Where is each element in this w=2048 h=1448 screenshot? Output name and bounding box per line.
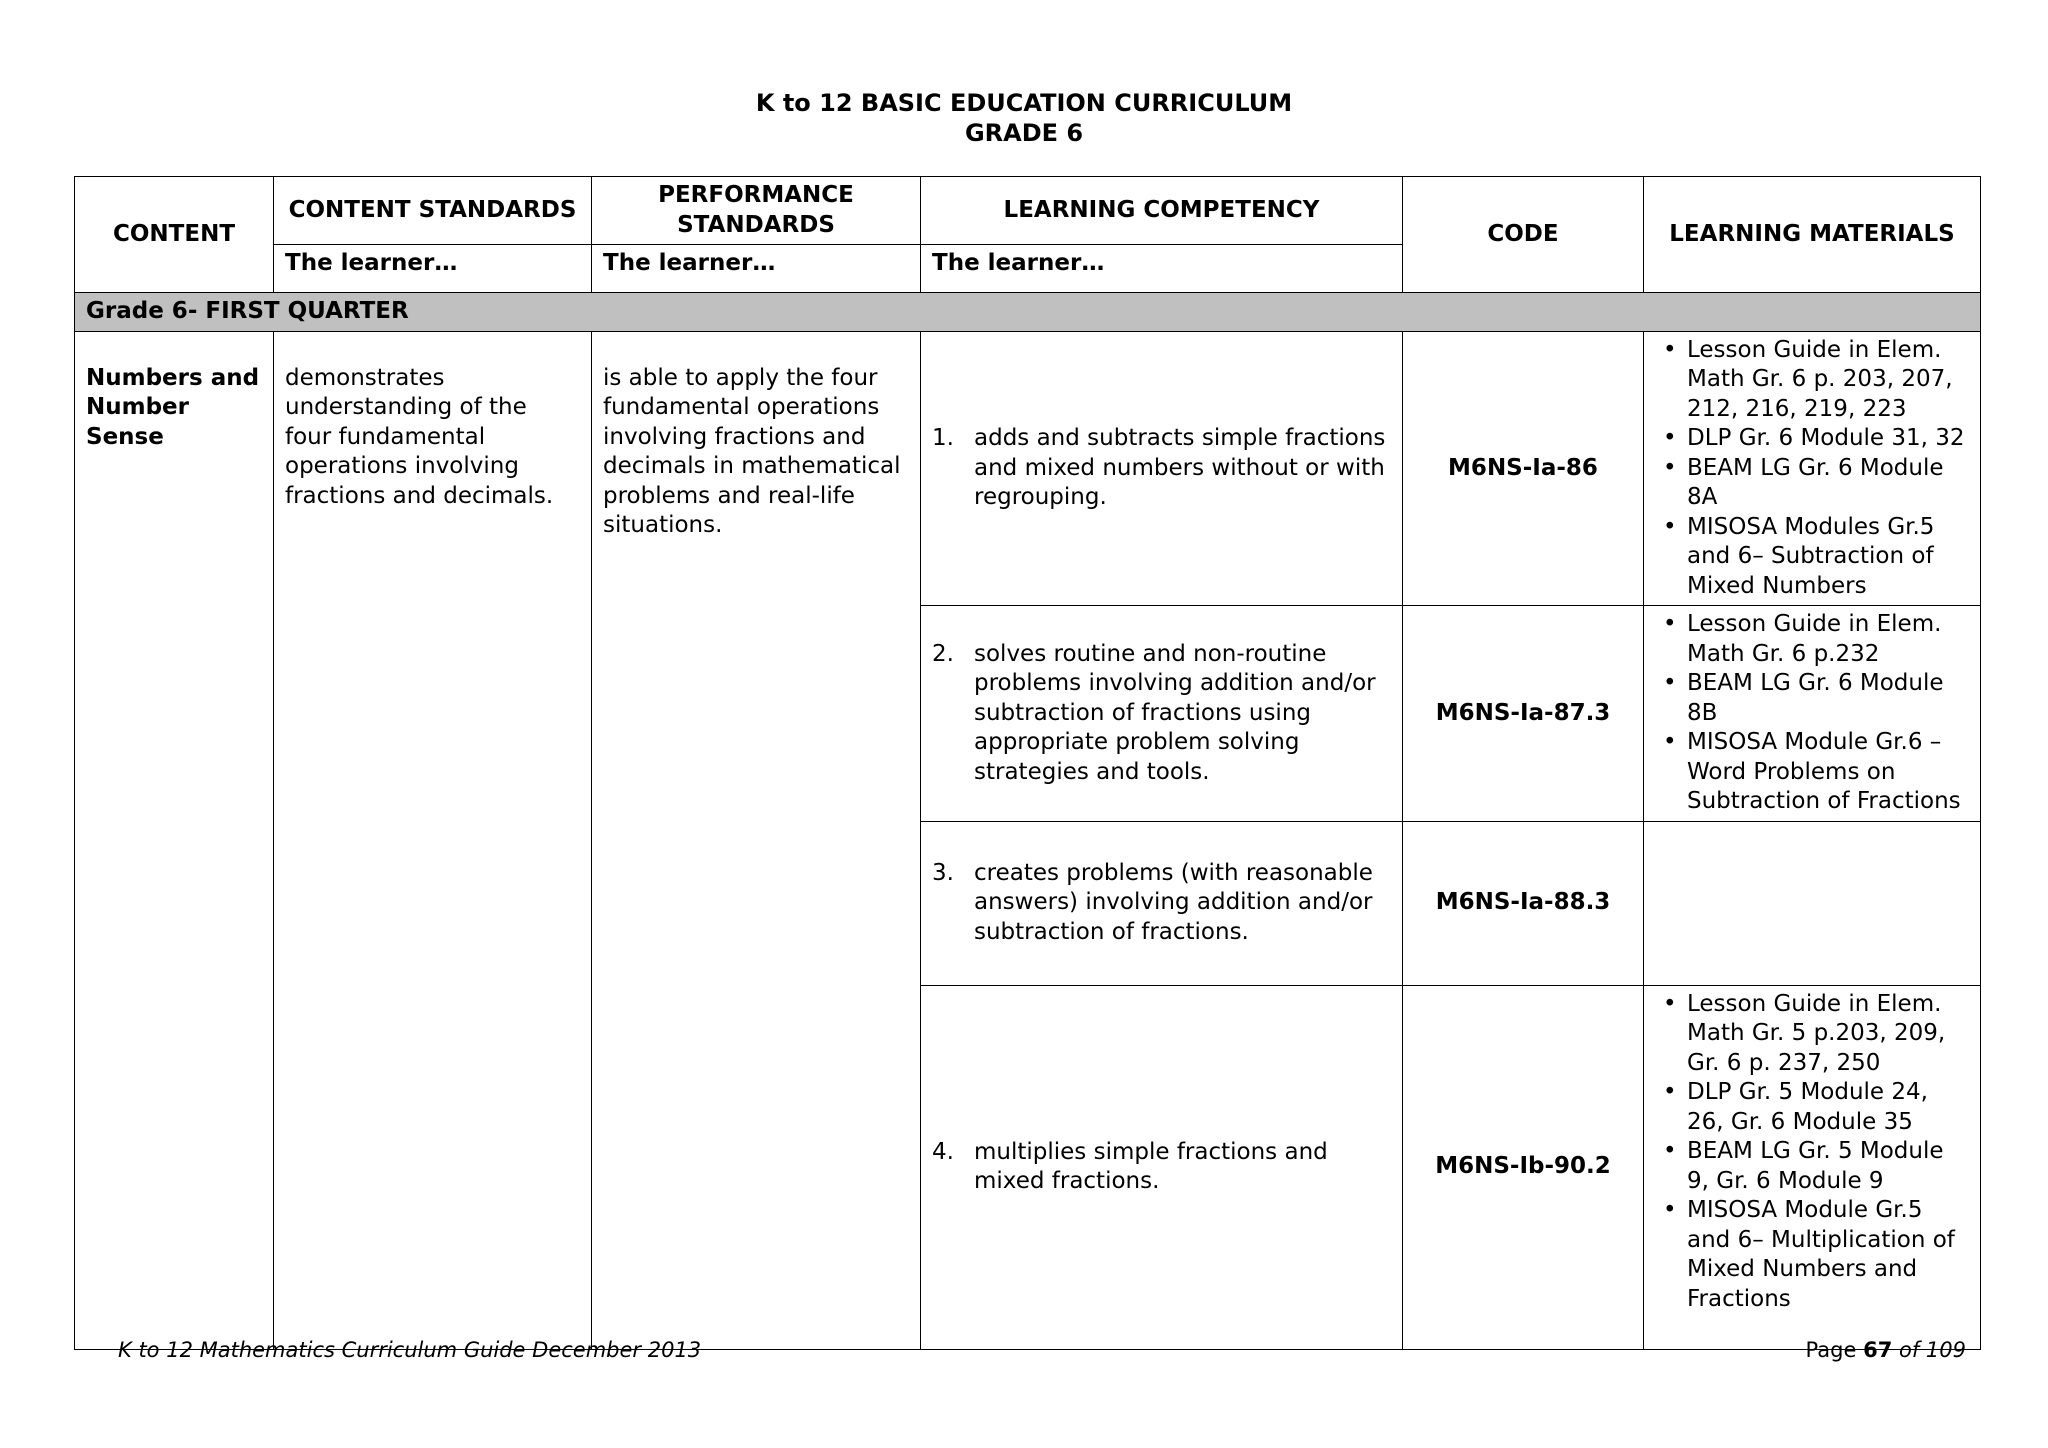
material-item: • MISOSA Modules Gr.5 and 6– Subtraction of Mixed Numbers xyxy=(1687,513,1969,602)
material-item: • BEAM LG Gr. 5 Module 9, Gr. 6 Module 9 xyxy=(1687,1137,1969,1196)
competency-number: 2. xyxy=(932,640,954,667)
material-item: • Lesson Guide in Elem. Math Gr. 5 p.203, 209, Gr. 6 p. 237, 250 xyxy=(1687,990,1969,1079)
competency-text: multiplies simple fractions and mixed fractions. xyxy=(974,1138,1328,1194)
header-performance-standards: PERFORMANCE STANDARDS xyxy=(592,177,921,245)
materials-cell xyxy=(1644,331,1981,606)
material-item: • MISOSA Module Gr.5 and 6– Multiplication of Mixed Numbers and Fractions xyxy=(1687,1196,1969,1314)
footer-document-name: K to 12 Mathematics Curriculum Guide December 2013 xyxy=(118,1338,702,1362)
learner-label-cs: The learner… xyxy=(274,245,592,293)
title-line-2: GRADE 6 xyxy=(964,119,1084,147)
competency-text: adds and subtracts simple fractions and mixed numbers without or with regrouping. xyxy=(974,425,1386,510)
header-learning-competency: LEARNING COMPETENCY xyxy=(921,177,1403,245)
header-learning-materials: LEARNING MATERIALS xyxy=(1644,177,1981,293)
competency-cell xyxy=(921,331,1403,606)
material-item: • DLP Gr. 5 Module 24, 26, Gr. 6 Module 35 xyxy=(1687,1078,1969,1137)
header-content: CONTENT xyxy=(75,177,274,293)
header-content-standards: CONTENT STANDARDS xyxy=(274,177,592,245)
competency-number: 1. xyxy=(932,425,954,451)
content-standard-cell: demonstrates understanding of the four fundamental operations involving fractions and decimals. xyxy=(274,331,592,1349)
code-cell: M6NS-Ia-87.3 xyxy=(1403,606,1644,822)
page-number: 67 xyxy=(1863,1338,1893,1362)
competency-cell xyxy=(921,985,1403,1349)
material-item: • BEAM LG Gr. 6 Module 8A xyxy=(1687,454,1969,513)
learner-label-lc: The learner… xyxy=(921,245,1403,293)
learner-label-ps: The learner… xyxy=(592,245,921,293)
page-prefix: Page xyxy=(1805,1338,1857,1362)
page-total: of 109 xyxy=(1899,1338,1966,1362)
quarter-label: Grade 6- FIRST QUARTER xyxy=(75,293,1981,332)
competency-number: 4. xyxy=(932,1138,954,1165)
content-cell: Numbers and Number Sense xyxy=(75,331,274,1349)
material-item: • BEAM LG Gr. 6 Module 8B xyxy=(1687,669,1969,728)
competency-text: creates problems (with reasonable answers) involving addition and/or subtraction of fractions. xyxy=(974,859,1373,945)
competency-number: 3. xyxy=(932,859,954,886)
footer-page-number xyxy=(1806,1338,1966,1362)
competency-cell xyxy=(921,821,1403,985)
curriculum-table xyxy=(74,176,1981,1350)
material-item: • MISOSA Module Gr.6 – Word Problems on Subtraction of Fractions xyxy=(1687,728,1969,817)
code-cell: M6NS-Ia-88.3 xyxy=(1403,821,1644,985)
performance-standard-cell: is able to apply the four fundamental operations involving fractions and decimals in mathematical problems and real-life situations. xyxy=(592,331,921,1349)
material-item: • Lesson Guide in Elem. Math Gr. 6 p. 203, 207, 212, 216, 219, 223 xyxy=(1687,336,1969,425)
material-item: • DLP Gr. 6 Module 31, 32 xyxy=(1687,424,1969,454)
materials-cell xyxy=(1644,985,1981,1349)
table-row xyxy=(75,331,1981,606)
code-cell: M6NS-Ib-90.2 xyxy=(1403,985,1644,1349)
materials-cell xyxy=(1644,606,1981,822)
competency-text: solves routine and non-routine problems involving addition and/or subtraction of fractions using appropriate problem solving strategies and tools. xyxy=(974,640,1376,785)
document-title xyxy=(0,88,2048,148)
material-item: • Lesson Guide in Elem. Math Gr. 6 p.232 xyxy=(1687,610,1969,669)
title-line-1: K to 12 BASIC EDUCATION CURRICULUM xyxy=(755,89,1293,117)
competency-cell xyxy=(921,606,1403,822)
header-code: CODE xyxy=(1403,177,1644,293)
materials-cell xyxy=(1644,821,1981,985)
code-cell: M6NS-Ia-86 xyxy=(1403,331,1644,606)
